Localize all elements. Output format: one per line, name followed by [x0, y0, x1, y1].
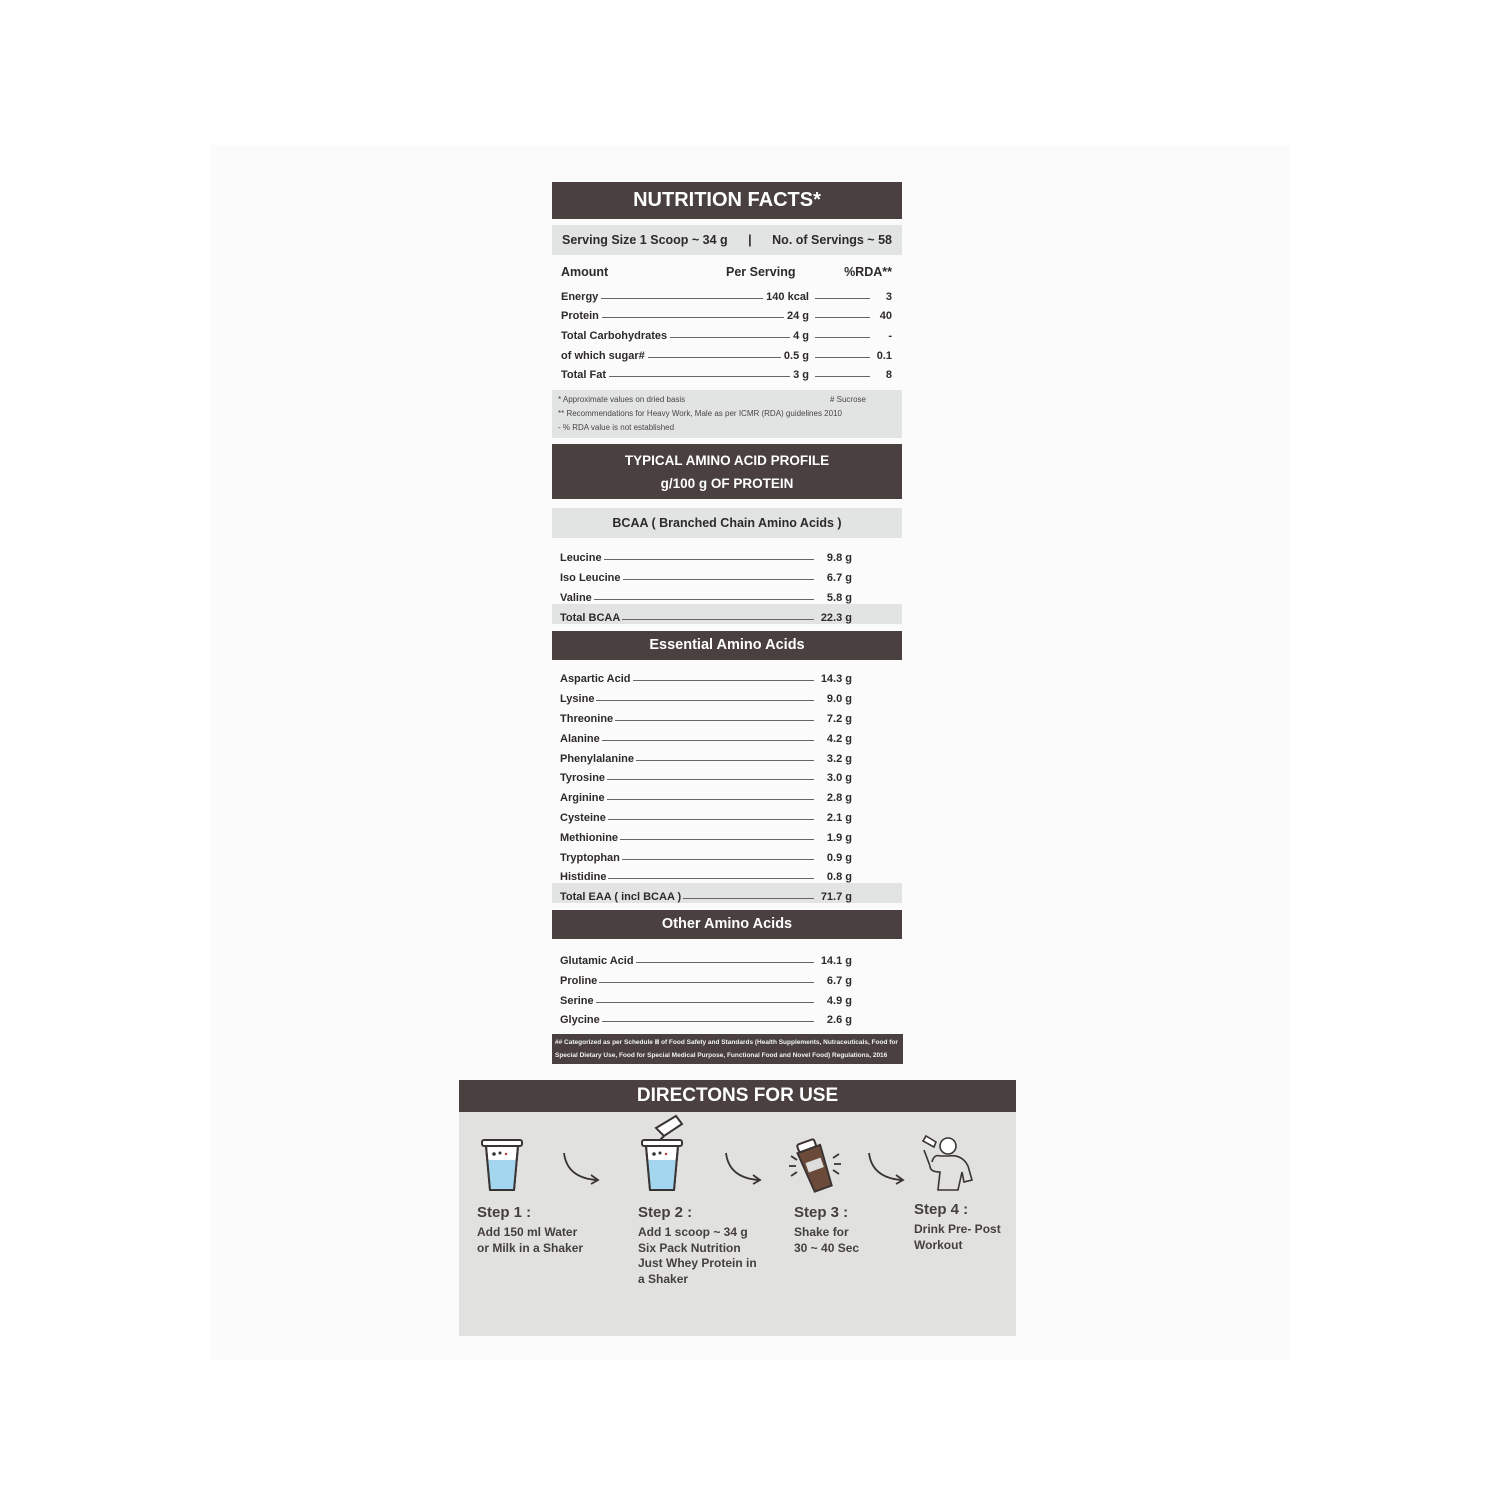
amino-value: 3.0 g — [826, 772, 852, 785]
amino-name: Iso Leucine — [560, 572, 621, 585]
essential-total-band — [552, 883, 902, 903]
leader-line — [815, 337, 870, 338]
amino-name: Aspartic Acid — [560, 673, 631, 686]
regulation-footnote: ## Categorized as per Schedule Ⅲ of Food Safety and Standards (Health Supplements, Nutraceuticals, Food for Special Dietary Use, Food for Special Medical Purpose, Functional Food and Novel Food) Regulations, 2016 — [552, 1034, 903, 1064]
leader-line — [623, 579, 814, 580]
scoop-shaker-icon — [638, 1114, 688, 1194]
serving-separator: | — [748, 233, 752, 247]
arrow-1-icon — [561, 1150, 603, 1186]
amino-total-name: Total EAA ( incl BCAA ) — [560, 891, 682, 904]
amino-value: 4.9 g — [826, 994, 852, 1007]
amino-name: Tryptophan — [560, 851, 620, 864]
nutrient-name: Energy — [561, 290, 599, 303]
amino-name: Methionine — [560, 831, 619, 844]
amino-value: 6.7 g — [826, 974, 852, 987]
leader-line — [636, 962, 814, 963]
nutrient-name: Total Fat — [561, 369, 607, 382]
nutrient-value: 140 kcal — [766, 290, 809, 303]
leader-line — [615, 720, 814, 721]
note-recommend: ** Recommendations for Heavy Work, Male as per ICMR (RDA) guidelines 2010 — [558, 409, 842, 419]
nutrient-value: 0.5 g — [783, 349, 809, 362]
essential-title: Essential Amino Acids — [552, 631, 902, 660]
amino-value: 5.8 g — [826, 591, 852, 604]
note-not-established: - % RDA value is not established — [558, 423, 675, 433]
amino-value: 2.1 g — [826, 812, 852, 824]
step-2-line4: a Shaker — [638, 1271, 689, 1286]
leader-line — [607, 799, 814, 800]
amino-row — [560, 864, 852, 884]
amino-row — [560, 564, 852, 584]
step-2-line2: Six Pack Nutrition — [638, 1240, 741, 1255]
nutrition-row — [561, 303, 892, 323]
amino-total-name: Total BCAA — [560, 611, 621, 624]
step-1 — [477, 1203, 583, 1256]
leader-line — [683, 898, 814, 899]
leader-line — [815, 317, 870, 318]
amino-row — [560, 666, 852, 686]
leader-line — [608, 819, 814, 820]
nutrient-value: 3 g — [793, 369, 809, 382]
leader-line — [601, 298, 763, 299]
amino-row — [560, 804, 852, 824]
amino-value: 6.7 g — [826, 572, 852, 585]
leader-line — [596, 700, 814, 701]
step-2-line1: Add 1 scoop ~ 34 g — [638, 1225, 748, 1239]
amino-row — [560, 784, 852, 804]
amino-row — [560, 584, 852, 604]
step-1-title: Step 1 : — [477, 1204, 532, 1221]
other-list — [552, 939, 902, 1026]
nutrient-rda: 8 — [885, 369, 892, 382]
nutrition-row — [561, 362, 892, 382]
amino-name: Proline — [560, 974, 598, 987]
amount-header: Amount — [561, 265, 609, 279]
leader-line — [599, 982, 814, 983]
nutrient-rda: 3 — [885, 290, 892, 303]
leader-line — [670, 337, 790, 338]
shaking-shaker-icon — [785, 1134, 845, 1196]
leader-line — [815, 298, 870, 299]
amino-row — [560, 705, 852, 725]
drinking-person-icon — [918, 1132, 978, 1196]
step-2-title: Step 2 : — [638, 1204, 693, 1221]
nutrient-name: of which sugar# — [561, 349, 645, 362]
amino-value: 14.3 g — [820, 673, 852, 686]
note-approx: * Approximate values on dried basis — [558, 395, 686, 405]
amino-value: 14.1 g — [820, 954, 852, 967]
amino-value: 0.9 g — [826, 851, 852, 864]
leader-line — [607, 779, 814, 780]
essential-list — [552, 660, 902, 884]
leader-line — [596, 1002, 814, 1003]
note-sucrose: # Sucrose — [829, 395, 866, 405]
leader-line — [636, 760, 814, 761]
leader-line — [648, 357, 781, 358]
amino-row — [560, 824, 852, 844]
leader-line — [608, 878, 814, 879]
serving-size: Serving Size 1 Scoop ~ 34 g — [562, 233, 728, 247]
amino-title-line1: TYPICAL AMINO ACID PROFILE — [624, 453, 830, 469]
amino-row — [560, 987, 852, 1007]
leader-line — [633, 680, 814, 681]
amino-row — [560, 1007, 852, 1027]
leader-line — [604, 559, 814, 560]
amino-name: Valine — [560, 591, 592, 604]
nutrient-rda: 0.1 — [876, 349, 892, 362]
amino-name: Lysine — [560, 693, 595, 706]
amino-row — [560, 947, 852, 967]
nutrition-row — [561, 283, 892, 303]
amino-value: 1.9 g — [826, 831, 852, 844]
nutrition-table — [552, 255, 902, 385]
amino-value: 9.0 g — [826, 693, 852, 706]
amino-value: 2.6 g — [826, 1014, 852, 1027]
step-3-line2: 30 ~ 40 Sec — [794, 1240, 860, 1255]
amino-total-row — [560, 883, 852, 903]
nutrition-row — [561, 322, 892, 342]
nutrient-rda: 40 — [879, 310, 892, 323]
nutrient-rda: - — [888, 330, 892, 343]
step-4-line2: Workout — [914, 1237, 963, 1252]
step-3-line1: Shake for — [794, 1225, 849, 1239]
nutrient-name: Total Carbohydrates — [561, 330, 668, 343]
leader-line — [609, 376, 790, 377]
step-4 — [914, 1200, 1001, 1253]
amino-profile-title — [552, 444, 902, 499]
nutrition-facts-title: NUTRITION FACTS* — [552, 182, 902, 219]
servings-count: No. of Servings ~ 58 — [772, 233, 892, 247]
step-1-line2: or Milk in a Shaker — [477, 1240, 584, 1255]
amino-row — [560, 685, 852, 705]
per-serving-header: Per Serving — [726, 265, 796, 279]
nutrient-value: 4 g — [793, 330, 809, 343]
shaker-water-icon — [478, 1136, 526, 1194]
amino-value: 0.8 g — [826, 871, 852, 884]
amino-name: Histidine — [560, 871, 607, 884]
nutrient-name: Protein — [561, 310, 599, 323]
amino-name: Arginine — [560, 792, 605, 805]
leader-line — [594, 599, 814, 600]
arrow-3-icon — [866, 1150, 908, 1186]
nutrition-row — [561, 342, 892, 362]
amino-name: Glycine — [560, 1014, 600, 1027]
leader-line — [815, 357, 870, 358]
step-4-title: Step 4 : — [914, 1201, 969, 1218]
leader-line — [602, 317, 784, 318]
amino-row — [560, 765, 852, 785]
amino-name: Threonine — [560, 713, 614, 726]
nutrition-table-header — [561, 261, 892, 283]
amino-name: Serine — [560, 994, 594, 1007]
amino-title-line2: g/100 g OF PROTEIN — [660, 476, 794, 492]
amino-name: Phenylalanine — [560, 752, 634, 765]
nutrition-notes — [552, 390, 902, 438]
step-1-line1: Add 150 ml Water — [477, 1225, 578, 1239]
arrow-2-icon — [723, 1150, 765, 1186]
step-4-line1: Drink Pre- Post — [914, 1222, 1001, 1236]
amino-name: Tyrosine — [560, 772, 606, 785]
amino-value: 3.2 g — [826, 752, 852, 765]
bcaa-list — [552, 538, 902, 603]
amino-value: 7.2 g — [826, 713, 852, 726]
bcaa-total-band — [552, 604, 902, 624]
leader-line — [602, 1021, 814, 1022]
step-2 — [638, 1203, 757, 1287]
amino-name: Alanine — [560, 732, 600, 745]
nutrition-label — [552, 182, 902, 1064]
step-3-title: Step 3 : — [794, 1204, 849, 1221]
amino-value: 9.8 g — [826, 552, 852, 565]
amino-value: 2.8 g — [826, 792, 852, 805]
amino-total-row — [560, 604, 852, 624]
amino-row — [560, 725, 852, 745]
leader-line — [815, 376, 870, 377]
bcaa-title: BCAA ( Branched Chain Amino Acids ) — [552, 508, 902, 538]
amino-total-value: 71.7 g — [820, 891, 852, 904]
leader-line — [602, 740, 814, 741]
nutrient-value: 24 g — [786, 310, 809, 323]
step-2-line3: Just Whey Protein in — [638, 1256, 757, 1270]
amino-name: Leucine — [560, 552, 602, 565]
amino-row — [560, 745, 852, 765]
amino-row — [560, 967, 852, 987]
step-3 — [794, 1203, 859, 1256]
other-title: Other Amino Acids — [552, 910, 902, 939]
rda-header: %RDA** — [844, 265, 892, 279]
amino-name: Cysteine — [560, 812, 606, 824]
leader-line — [622, 619, 814, 620]
directions-panel — [459, 1080, 1016, 1336]
amino-row — [560, 844, 852, 864]
amino-row — [560, 544, 852, 564]
leader-line — [622, 859, 814, 860]
leader-line — [620, 839, 814, 840]
serving-info — [552, 225, 902, 255]
amino-total-value: 22.3 g — [820, 611, 852, 624]
amino-name: Glutamic Acid — [560, 954, 634, 967]
directions-title: DIRECTONS FOR USE — [459, 1080, 1016, 1112]
amino-value: 4.2 g — [826, 732, 852, 745]
